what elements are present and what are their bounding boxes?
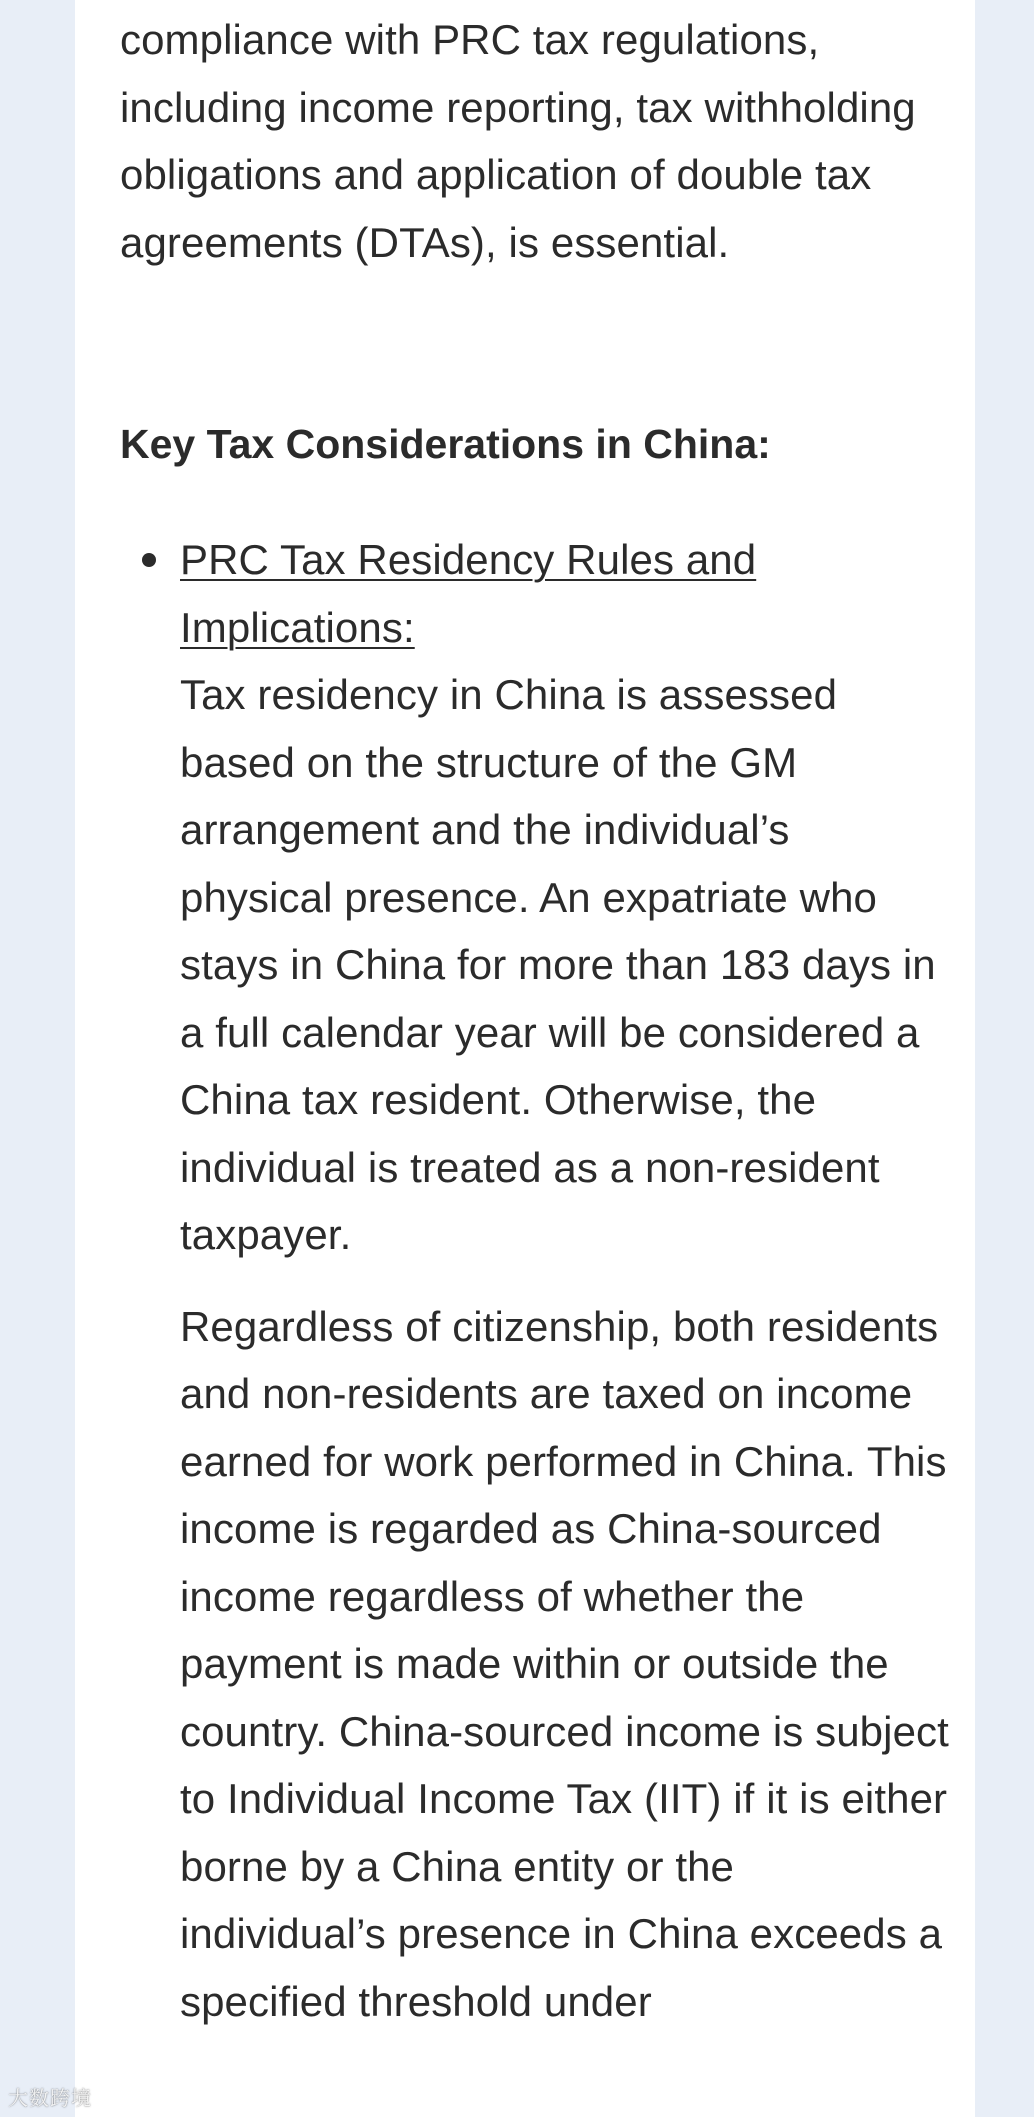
list-item	[120, 526, 950, 2035]
section-heading: Key Tax Considerations in China:	[120, 421, 771, 467]
residency-rules-link[interactable]: PRC Tax Residency Rules and Implications:	[180, 536, 757, 651]
watermark-logo	[8, 2087, 92, 2111]
bullet-icon	[142, 553, 156, 567]
intro-paragraph: compliance with PRC tax regulations, including income reporting, tax withholding obligations and application of double tax agreements (DTAs), is essential.	[120, 16, 916, 266]
article-card	[75, 0, 975, 2117]
residency-paragraph-2: Regardless of citizenship, both residents and non-residents are taxed on income earned for work performed in China. This income is regarded as China-sourced income regardless of whether the payment is made within or outside the country. China-sourced income is subject to Individual Income Tax (IIT) if it is either borne by a China entity or the individual’s presence in China exceeds a specified threshold under	[180, 1302, 949, 2025]
watermark-text: 大数跨境	[8, 2088, 92, 2110]
residency-paragraph-1: Tax residency in China is assessed based on the structure of the GM arrangement and the individual’s physical presence. An expatriate who stays in China for more than 183 days in a full calendar year will be considered a China tax resident. Otherwise, the individual is treated as a non-resident taxpayer.	[180, 671, 936, 1258]
considerations-list	[120, 526, 950, 2035]
